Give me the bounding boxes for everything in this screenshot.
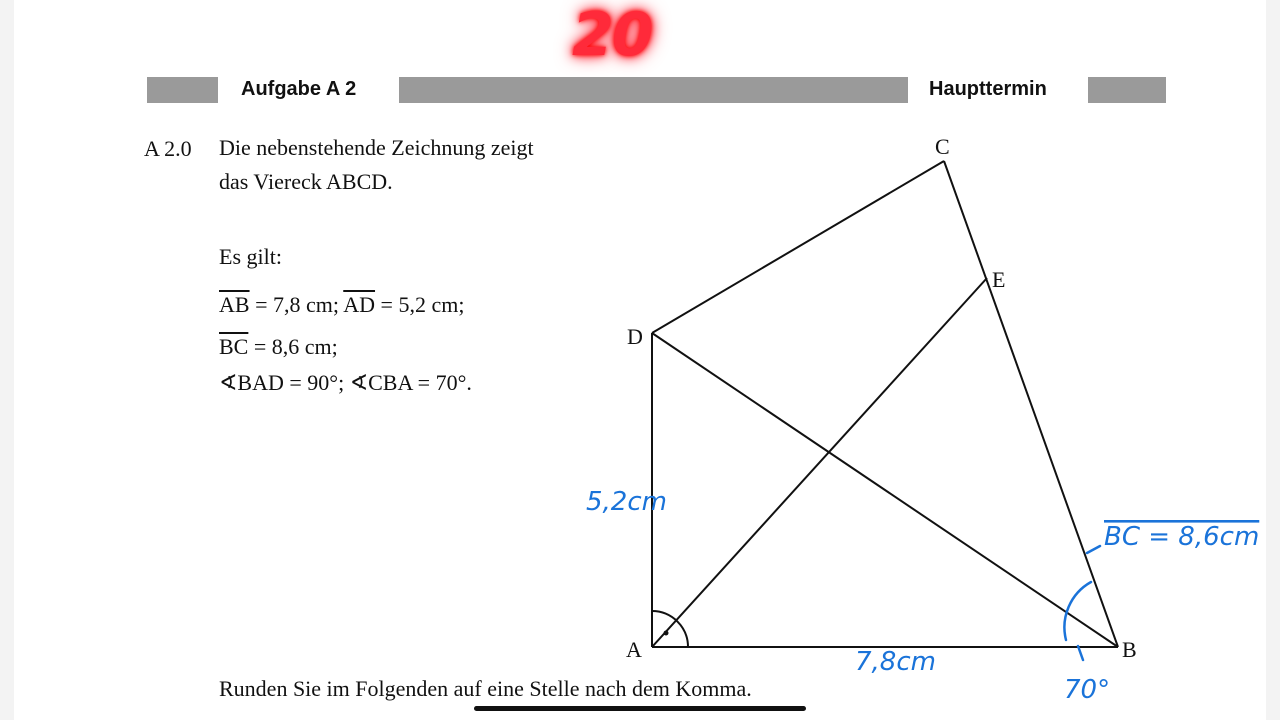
annotation-ab-length: 7,8cm <box>855 647 936 677</box>
diagonal-bd <box>652 333 1118 647</box>
side-cd <box>652 161 944 333</box>
side-bc <box>944 161 1118 647</box>
bc-tick <box>1087 546 1100 553</box>
given-angles: ∢BAD = 90°; ∢CBA = 70°. <box>219 370 472 395</box>
segment-ab: $\overline{AB}$ <box>219 292 250 317</box>
segment-bc: $\overline{BC}$ <box>219 334 249 359</box>
intro-line-1: Die nebenstehende Zeichnung zeigt <box>219 135 534 160</box>
annotation-angle-b: 70° <box>1064 675 1111 705</box>
segment-ad: $\overline{AD}$ <box>343 292 376 317</box>
bc-value: = 8,6 cm; <box>248 334 338 359</box>
point-e-label: E <box>992 267 1006 292</box>
point-b-label: B <box>1122 637 1137 662</box>
annotation-ad-length: 5,2cm <box>586 487 667 517</box>
annotation-bc-length: BC = 8,6cm <box>1104 522 1260 552</box>
given-label: Es gilt: <box>219 244 282 269</box>
angle-b-tick <box>1078 646 1083 660</box>
right-angle-dot <box>664 631 669 636</box>
ad-value: = 5,2 cm; <box>375 292 465 317</box>
point-a-label: A <box>626 637 642 662</box>
point-c-label: C <box>935 134 950 159</box>
home-indicator[interactable] <box>474 706 806 711</box>
intro-line-2: das Viereck ABCD. <box>219 169 393 194</box>
segment-ae <box>652 278 987 647</box>
ab-value: = 7,8 cm; <box>249 292 344 317</box>
point-d-label: D <box>627 324 643 349</box>
session-title: Haupttermin <box>929 78 1047 100</box>
page-badge: 20 <box>572 0 652 70</box>
task-title: Aufgabe A 2 <box>241 78 357 100</box>
angle-b-arc <box>1064 582 1091 640</box>
task-number: A 2.0 <box>144 136 192 161</box>
footer-instruction: Runden Sie im Folgenden auf eine Stelle nach dem Komma. <box>219 676 752 701</box>
